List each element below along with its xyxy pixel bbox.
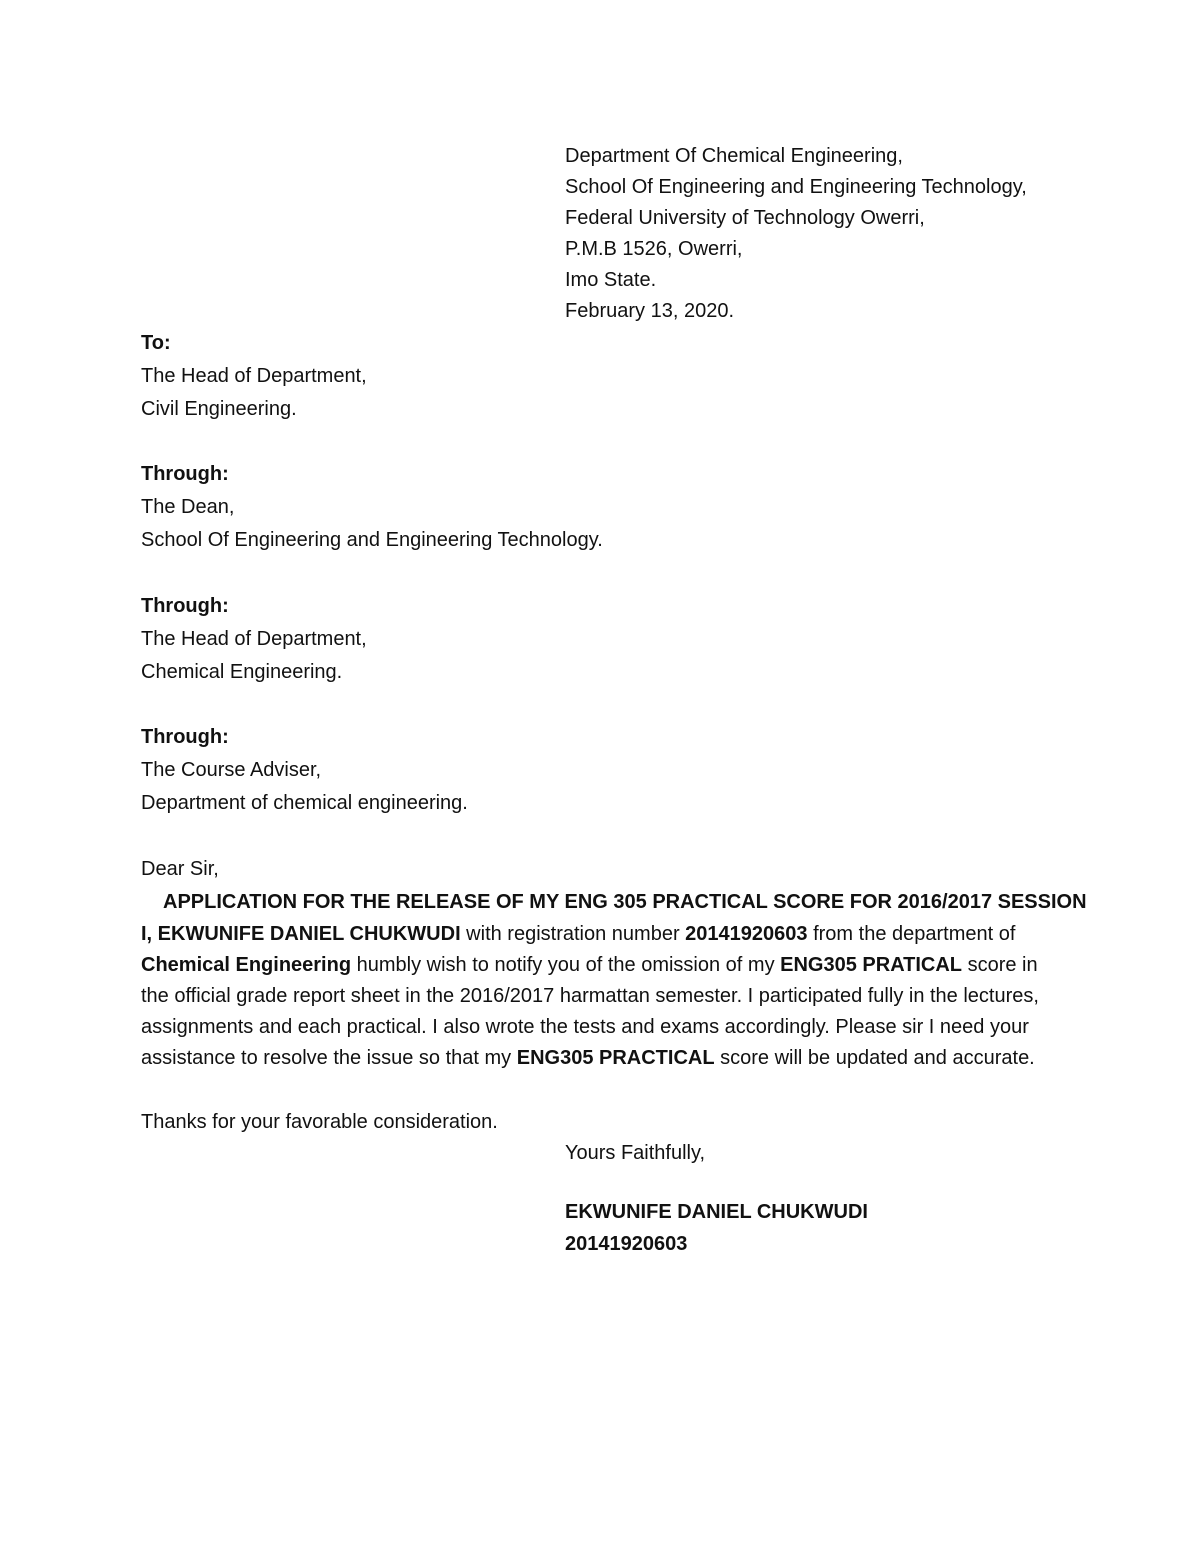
sender-university: Federal University of Technology Owerri, [565, 207, 925, 229]
to-department: Civil Engineering. [141, 398, 297, 420]
sender-pmb: P.M.B 1526, Owerri, [565, 238, 743, 260]
signature-name: EKWUNIFE DANIEL CHUKWUDI [565, 1201, 868, 1223]
body-text: from the department of [807, 923, 1016, 945]
letter-date: February 13, 2020. [565, 300, 734, 322]
body-text: with registration number [460, 923, 686, 945]
through-3-department: Department of chemical engineering. [141, 792, 468, 814]
course-name: ENG305 PRATICAL [780, 954, 963, 976]
to-label: To: [141, 332, 171, 354]
body-text: score will be updated and accurate. [714, 1047, 1035, 1069]
department-name: Chemical Engineering [141, 954, 352, 976]
sender-department: Department Of Chemical Engineering, [565, 145, 903, 167]
through-3-recipient: The Course Adviser, [141, 759, 322, 781]
closing: Yours Faithfully, [565, 1142, 706, 1164]
body-text: humbly wish to notify you of the omission of my [351, 954, 781, 976]
through-2-department: Chemical Engineering. [141, 661, 343, 683]
through-label-1: Through: [141, 463, 229, 485]
to-recipient: The Head of Department, [141, 365, 367, 387]
sender-state: Imo State. [565, 269, 657, 291]
through-1-recipient: The Dean, [141, 496, 235, 518]
through-label-3: Through: [141, 726, 229, 748]
signature-regno: 20141920603 [565, 1233, 688, 1255]
registration-number: 20141920603 [685, 923, 808, 945]
through-1-school: School Of Engineering and Engineering Technology. [141, 529, 603, 551]
letter-subject: APPLICATION FOR THE RELEASE OF MY ENG 305 PRACTICAL SCORE FOR 2016/2017 SESSION [163, 891, 1087, 913]
applicant-name: I, EKWUNIFE DANIEL CHUKWUDI [141, 923, 461, 945]
through-2-recipient: The Head of Department, [141, 628, 367, 650]
through-label-2: Through: [141, 595, 229, 617]
salutation: Dear Sir, [141, 858, 219, 880]
letter-body [141, 919, 1066, 1074]
thanks-line: Thanks for your favorable consideration. [141, 1111, 498, 1133]
body-text: score in the official grade report sheet in the 2016/2017 harmattan semester. I participated fully in the lectures, assignments and each practical. I also wrote the tests and exams accordingly. Please sir I need your assistance to resolve the issue so that my [141, 954, 1039, 1069]
course-name: ENG305 PRACTICAL [516, 1047, 715, 1069]
sender-school: School Of Engineering and Engineering Technology, [565, 176, 1027, 198]
